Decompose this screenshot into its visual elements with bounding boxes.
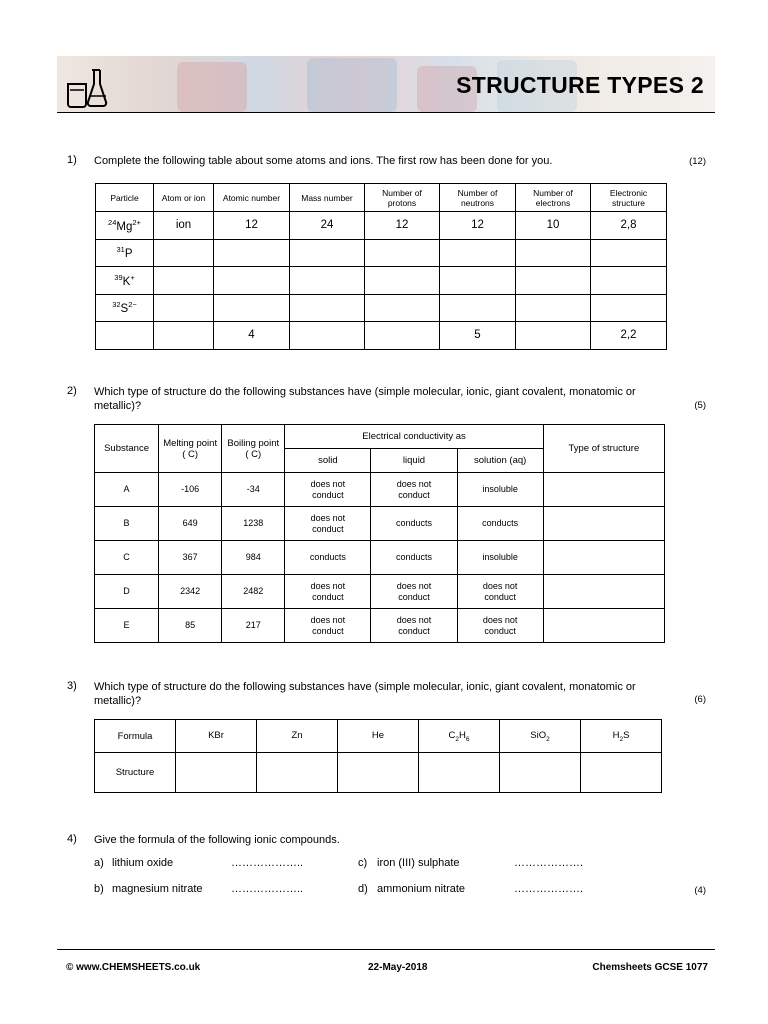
question-4-number: 4) — [67, 833, 77, 845]
answer-cell[interactable] — [543, 541, 664, 575]
answer-cell[interactable] — [516, 322, 591, 350]
answer-cell[interactable] — [176, 753, 257, 793]
q4-answer-blank[interactable]: ……………….. — [231, 883, 304, 895]
formula-structure-table — [94, 719, 662, 793]
column-header: liquid — [371, 449, 457, 473]
column-header: Atomic number — [214, 184, 290, 212]
atoms-ions-table — [95, 183, 667, 350]
table-cell: does not conduct — [371, 473, 457, 507]
row-header: Structure — [95, 753, 176, 793]
footer-reference: Chemsheets GCSE 1077 — [592, 962, 708, 973]
question-2-text-line-2: metallic)? — [94, 400, 142, 412]
answer-cell[interactable]: 12 — [440, 212, 516, 240]
question-1-marks: (12) — [689, 156, 706, 167]
answer-cell[interactable] — [516, 294, 591, 322]
table-cell: -34 — [222, 473, 285, 507]
q4-item-name: ammonium nitrate — [377, 883, 466, 895]
column-header: solution (aq) — [457, 449, 543, 473]
row-header: Formula — [95, 720, 176, 753]
table-row — [95, 507, 665, 541]
answer-cell[interactable] — [365, 294, 440, 322]
table-row — [96, 239, 667, 267]
answer-cell[interactable] — [581, 753, 662, 793]
particle-cell: $^{32}S^{2-}$ — [96, 294, 154, 322]
question-2-marks: (5) — [694, 400, 706, 411]
q4-answer-blank[interactable]: ……………….. — [231, 857, 304, 869]
table-cell: -106 — [159, 473, 222, 507]
answer-cell[interactable] — [365, 239, 440, 267]
q4-item-letter: d) — [358, 883, 368, 895]
table-cell: 2342 — [159, 575, 222, 609]
answer-cell[interactable] — [591, 294, 667, 322]
table-row — [95, 541, 665, 575]
table-cell: 2482 — [222, 575, 285, 609]
answer-cell[interactable] — [290, 267, 365, 295]
question-2-number: 2) — [67, 385, 77, 397]
q4-item-letter: b) — [94, 883, 104, 895]
answer-cell[interactable]: 4 — [214, 322, 290, 350]
formula-cell: SiO$_2$ — [500, 720, 581, 753]
table-cell: A — [95, 473, 159, 507]
answer-cell[interactable] — [591, 267, 667, 295]
q4-answer-blank[interactable]: ………………. — [514, 857, 584, 869]
column-header: Particle — [96, 184, 154, 212]
column-header: solid — [285, 449, 371, 473]
particle-cell: $^{31}$P — [96, 239, 154, 267]
column-header: Substance — [95, 425, 159, 473]
q4-item-name: iron (III) sulphate — [377, 857, 460, 869]
column-header: Mass number — [290, 184, 365, 212]
answer-cell[interactable] — [543, 507, 664, 541]
column-header: Atom or ion — [154, 184, 214, 212]
table-cell: C — [95, 541, 159, 575]
question-1-number: 1) — [67, 154, 77, 166]
lab-glassware-icon — [64, 66, 110, 110]
table-row — [96, 294, 667, 322]
answer-cell[interactable] — [365, 267, 440, 295]
table-cell: 367 — [159, 541, 222, 575]
page-title: STRUCTURE TYPES 2 — [456, 72, 704, 98]
footer-date: 22-May-2018 — [368, 962, 428, 973]
table-row — [95, 609, 665, 643]
answer-cell[interactable]: 10 — [516, 212, 591, 240]
question-3-number: 3) — [67, 680, 77, 692]
table-cell: 984 — [222, 541, 285, 575]
question-4-marks: (4) — [694, 885, 706, 896]
answer-cell[interactable]: 2,8 — [591, 212, 667, 240]
column-header: Boiling point ( C) — [222, 425, 285, 473]
column-header: Electronic structure — [591, 184, 667, 212]
q4-item-letter: c) — [358, 857, 368, 869]
table-cell: does not conduct — [285, 575, 371, 609]
table-cell: 217 — [222, 609, 285, 643]
formula-cell: Zn — [257, 720, 338, 753]
answer-cell[interactable] — [419, 753, 500, 793]
table-cell: does not conduct — [457, 609, 543, 643]
answer-cell[interactable] — [516, 239, 591, 267]
answer-cell[interactable] — [338, 753, 419, 793]
substances-table — [94, 424, 665, 643]
table-cell: does not conduct — [371, 609, 457, 643]
table-cell: conducts — [285, 541, 371, 575]
q4-item-name: lithium oxide — [112, 857, 174, 869]
particle-cell[interactable] — [96, 322, 154, 350]
table-cell: B — [95, 507, 159, 541]
answer-cell[interactable] — [440, 294, 516, 322]
table-row — [96, 267, 667, 295]
table-row — [95, 473, 665, 507]
particle-cell: $^{39}$K+ — [96, 267, 154, 295]
table-cell: 85 — [159, 609, 222, 643]
q4-item-name: magnesium nitrate — [112, 883, 203, 895]
formula-cell: KBr — [176, 720, 257, 753]
q4-item-letter: a) — [94, 857, 104, 869]
answer-cell[interactable]: 12 — [365, 212, 440, 240]
answer-cell[interactable] — [591, 239, 667, 267]
table-cell: conducts — [371, 507, 457, 541]
answer-cell[interactable] — [154, 322, 214, 350]
answer-cell[interactable] — [543, 575, 664, 609]
formula-row — [95, 720, 662, 753]
table-cell: conducts — [457, 507, 543, 541]
answer-cell[interactable]: ion — [154, 212, 214, 240]
answer-cell[interactable] — [214, 294, 290, 322]
column-header: Melting point ( C) — [159, 425, 222, 473]
question-3-text-line-2: metallic)? — [94, 695, 142, 707]
formula-cell: $C_2H_6$ — [419, 720, 500, 753]
table-cell: insoluble — [457, 541, 543, 575]
table-cell: conducts — [371, 541, 457, 575]
formula-cell: He — [338, 720, 419, 753]
answer-cell[interactable] — [214, 239, 290, 267]
table-cell: 649 — [159, 507, 222, 541]
footer-copyright: © www.CHEMSHEETS.co.uk — [66, 962, 201, 973]
column-header: Number of neutrons — [440, 184, 516, 212]
table-header-row — [96, 184, 667, 212]
answer-cell[interactable] — [500, 753, 581, 793]
answer-cell[interactable]: 5 — [440, 322, 516, 350]
answer-cell[interactable] — [543, 473, 664, 507]
table-cell: 1238 — [222, 507, 285, 541]
table-cell: insoluble — [457, 473, 543, 507]
answer-cell[interactable] — [154, 267, 214, 295]
question-1-text: Complete the following table about some atoms and ions. The first row has been done for you. — [94, 155, 553, 167]
column-header: Number of electrons — [516, 184, 591, 212]
answer-cell[interactable] — [154, 294, 214, 322]
answer-cell[interactable] — [290, 294, 365, 322]
answer-cell[interactable]: 12 — [214, 212, 290, 240]
structure-row — [95, 753, 662, 793]
formula-cell: $H_2S$ — [581, 720, 662, 753]
header-divider — [57, 112, 715, 113]
answer-cell[interactable] — [440, 239, 516, 267]
question-3-text-line-1: Which type of structure do the following substances have (simple molecular, ionic, giant covalent, monatomic or — [94, 681, 636, 693]
question-2-text-line-1: Which type of structure do the following substances have (simple molecular, ionic, giant covalent, monatomic or — [94, 386, 636, 398]
answer-cell[interactable]: 24 — [290, 212, 365, 240]
answer-cell[interactable] — [365, 322, 440, 350]
question-3-marks: (6) — [694, 694, 706, 705]
answer-cell[interactable] — [214, 267, 290, 295]
table-row — [95, 575, 665, 609]
table-row — [96, 212, 667, 240]
particle-cell: $^{24}Mg^{2+}$ — [96, 212, 154, 240]
answer-cell[interactable] — [257, 753, 338, 793]
answer-cell[interactable] — [154, 239, 214, 267]
table-cell: does not conduct — [285, 507, 371, 541]
table-cell: E — [95, 609, 159, 643]
answer-cell[interactable] — [290, 322, 365, 350]
answer-cell[interactable] — [516, 267, 591, 295]
table-cell: does not conduct — [371, 575, 457, 609]
q4-answer-blank[interactable]: ………………. — [514, 883, 584, 895]
column-header: Electrical conductivity as — [285, 425, 543, 449]
column-header: Type of structure — [543, 425, 664, 473]
table-cell: does not conduct — [285, 609, 371, 643]
column-header: Number of protons — [365, 184, 440, 212]
answer-cell[interactable] — [290, 239, 365, 267]
table-cell: does not conduct — [285, 473, 371, 507]
answer-cell[interactable]: 2,2 — [591, 322, 667, 350]
answer-cell[interactable] — [440, 267, 516, 295]
table-cell: D — [95, 575, 159, 609]
table-row — [96, 322, 667, 350]
question-4-text: Give the formula of the following ionic compounds. — [94, 834, 340, 846]
table-cell: does not conduct — [457, 575, 543, 609]
answer-cell[interactable] — [543, 609, 664, 643]
footer-divider — [57, 949, 715, 950]
